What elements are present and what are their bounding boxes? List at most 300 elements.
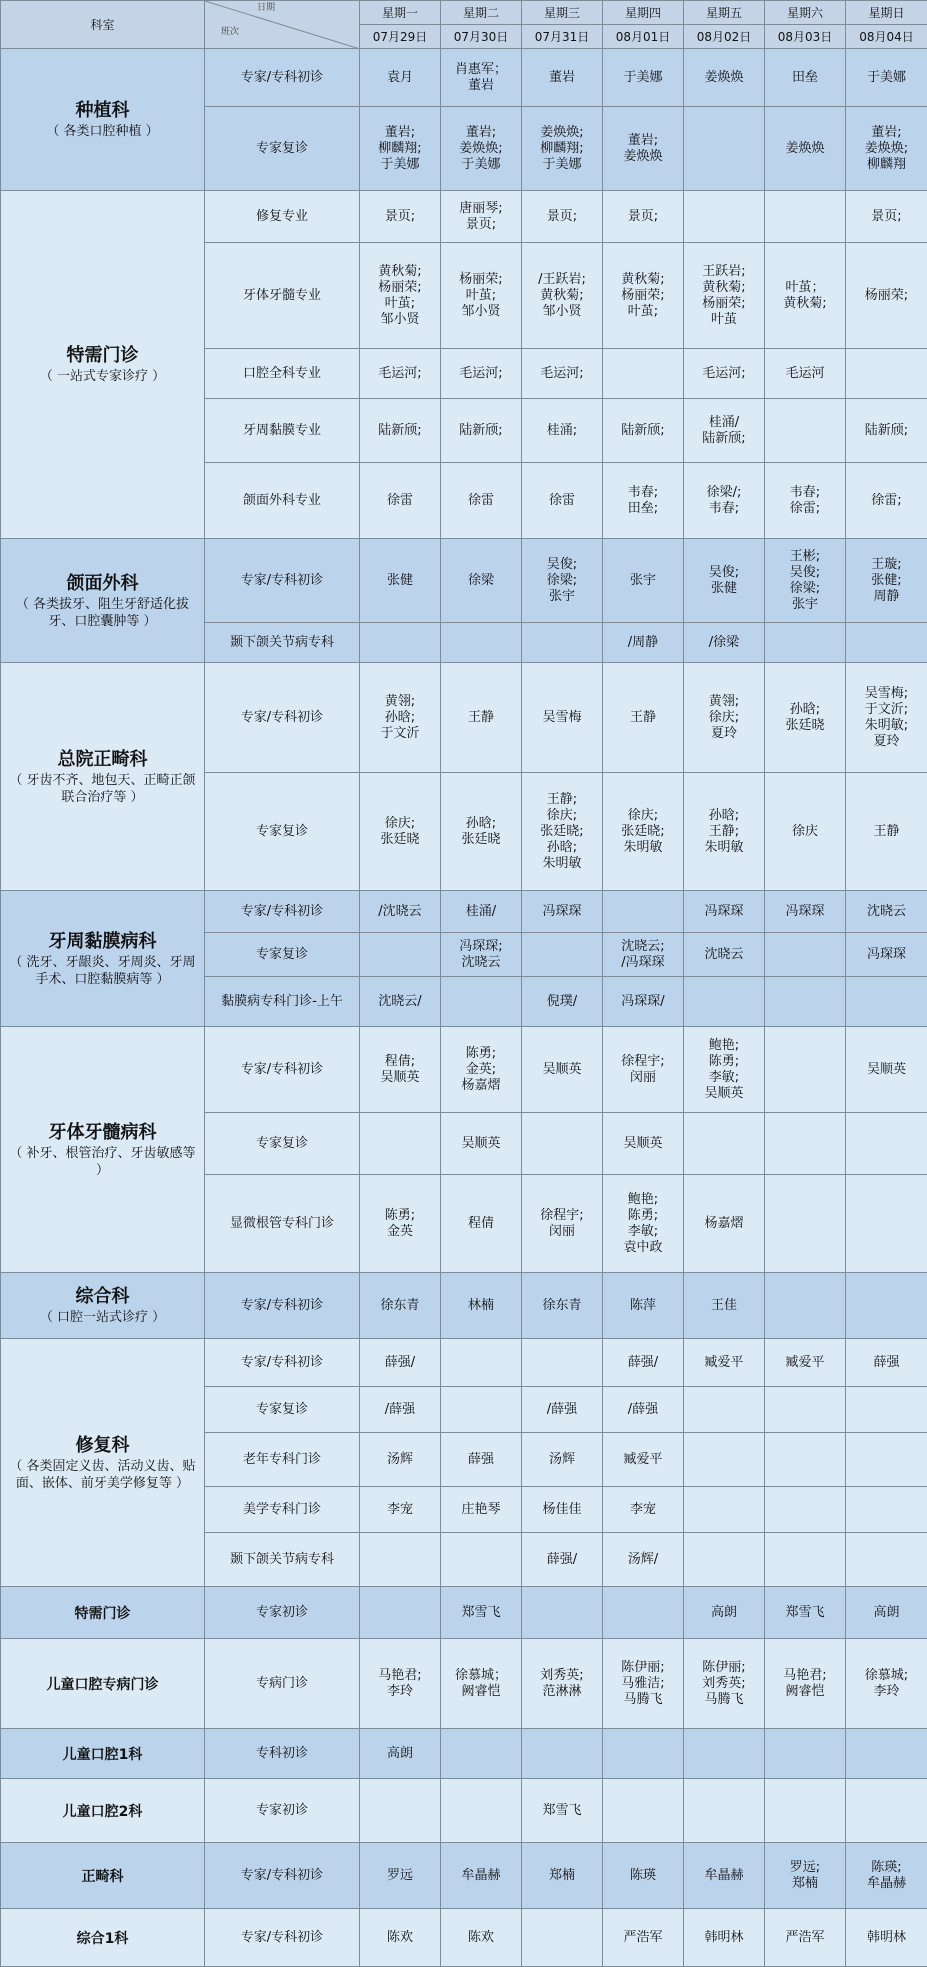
doctor-cell: 刘秀英; 范淋淋 — [522, 1639, 603, 1729]
schedule-row — [1, 1843, 927, 1909]
doctor-cell: 徐程宇; 闵丽 — [603, 1027, 684, 1113]
doctor-cell — [765, 1273, 846, 1339]
schedule-row — [1, 1779, 927, 1843]
doctor-cell: 徐雷; — [846, 463, 927, 539]
doctor-cell: 薛强/ — [522, 1533, 603, 1587]
doctor-cell — [765, 1027, 846, 1113]
department-name: 综合科 — [3, 1285, 202, 1309]
doctor-cell: 鲍艳; 陈勇; 李敏; 袁中政 — [603, 1175, 684, 1273]
doctor-cell: 黄秋菊; 杨丽荣; 叶茧; 邹小贤 — [360, 243, 441, 349]
department-cell — [1, 49, 205, 191]
weekday-header: 星期日 — [846, 1, 927, 25]
department-subtitle: （ 补牙、根管治疗、牙齿敏感等 ） — [3, 1145, 202, 1179]
doctor-cell — [522, 1113, 603, 1175]
doctor-cell: 徐雷 — [360, 463, 441, 539]
clinic-type-cell: 老年专科门诊 — [205, 1433, 360, 1487]
doctor-cell: 董岩; 姜焕焕; 柳麟翔 — [846, 107, 927, 191]
doctor-cell: 王静 — [846, 773, 927, 891]
doctor-cell: 薛强 — [846, 1339, 927, 1387]
doctor-cell — [684, 1113, 765, 1175]
doctor-cell — [765, 399, 846, 463]
department-name: 牙周黏膜病科 — [3, 930, 202, 954]
schedule-row — [1, 1027, 927, 1113]
doctor-cell — [846, 1487, 927, 1533]
doctor-cell: 臧爱平 — [684, 1339, 765, 1387]
clinic-type-cell: 专家/专科初诊 — [205, 1909, 360, 1967]
doctor-cell — [846, 1113, 927, 1175]
doctor-cell: 韩明林 — [684, 1909, 765, 1967]
doctor-cell — [522, 1339, 603, 1387]
doctor-cell: 吴俊; 徐梁; 张宇 — [522, 539, 603, 623]
doctor-cell — [684, 107, 765, 191]
doctor-cell: 董岩; 柳麟翔; 于美娜 — [360, 107, 441, 191]
doctor-cell: 高朗 — [684, 1587, 765, 1639]
doctor-cell — [846, 1387, 927, 1433]
clinic-type-cell: 专家/专科初诊 — [205, 1027, 360, 1113]
doctor-cell: /王跃岩; 黄秋菊; 邹小贤 — [522, 243, 603, 349]
doctor-cell — [360, 933, 441, 977]
doctor-cell: 袁月 — [360, 49, 441, 107]
doctor-cell: 王彬; 吴俊; 徐梁; 张宇 — [765, 539, 846, 623]
doctor-cell: 田垒 — [765, 49, 846, 107]
doctor-cell: 陈萍 — [603, 1273, 684, 1339]
doctor-cell: 薛强 — [441, 1433, 522, 1487]
schedule-row — [1, 663, 927, 773]
clinic-type-cell: 牙周黏膜专业 — [205, 399, 360, 463]
doctor-cell: 黄秋菊; 杨丽荣; 叶茧; — [603, 243, 684, 349]
department-cell — [1, 1729, 205, 1779]
doctor-cell: 徐程宇; 闵丽 — [522, 1175, 603, 1273]
doctor-cell — [765, 1729, 846, 1779]
doctor-cell — [846, 1729, 927, 1779]
clinic-type-cell: 专家复诊 — [205, 933, 360, 977]
doctor-cell: 吴顺英 — [522, 1027, 603, 1113]
department-subtitle: （ 洗牙、牙龈炎、牙周炎、牙周手术、口腔黏膜病等 ） — [3, 954, 202, 988]
doctor-cell: 桂涌; — [522, 399, 603, 463]
clinic-type-cell: 专家/专科初诊 — [205, 891, 360, 933]
doctor-cell: 陈瑛 — [603, 1843, 684, 1909]
doctor-cell — [846, 1273, 927, 1339]
schedule-row — [1, 1729, 927, 1779]
doctor-cell: 郑雪飞 — [441, 1587, 522, 1639]
doctor-cell — [360, 1533, 441, 1587]
doctor-cell: 林楠 — [441, 1273, 522, 1339]
doctor-cell: 陈瑛; 牟瞐赫 — [846, 1843, 927, 1909]
date-header: 08月04日 — [846, 25, 927, 49]
doctor-cell: /徐梁 — [684, 623, 765, 663]
department-cell — [1, 663, 205, 891]
doctor-cell: 冯琛琛/ — [603, 977, 684, 1027]
weekday-header: 星期一 — [360, 1, 441, 25]
department-cell — [1, 891, 205, 1027]
doctor-cell — [846, 977, 927, 1027]
doctor-cell: 郑楠 — [522, 1843, 603, 1909]
doctor-cell — [522, 1729, 603, 1779]
doctor-cell: 陆新颀; — [360, 399, 441, 463]
doctor-cell: 陈伊丽; 马雅洁; 马腾飞 — [603, 1639, 684, 1729]
doctor-cell — [603, 891, 684, 933]
doctor-cell: 吴俊; 张健 — [684, 539, 765, 623]
doctor-cell — [846, 623, 927, 663]
clinic-type-cell: 颌面外科专业 — [205, 463, 360, 539]
department-cell — [1, 1273, 205, 1339]
clinic-type-cell: 专家复诊 — [205, 107, 360, 191]
clinic-type-cell: 美学专科门诊 — [205, 1487, 360, 1533]
clinic-type-cell: 牙体牙髓专业 — [205, 243, 360, 349]
doctor-cell — [522, 933, 603, 977]
doctor-cell: 陈欢 — [360, 1909, 441, 1967]
doctor-cell — [684, 1487, 765, 1533]
doctor-cell: 王璇; 张健; 周静 — [846, 539, 927, 623]
doctor-cell: 杨丽荣; — [846, 243, 927, 349]
doctor-cell: 景页; — [522, 191, 603, 243]
doctor-cell: 高朗 — [846, 1587, 927, 1639]
doctor-cell — [522, 1909, 603, 1967]
doctor-cell — [603, 1587, 684, 1639]
clinic-type-cell: 专家/专科初诊 — [205, 539, 360, 623]
doctor-cell — [360, 1779, 441, 1843]
doctor-cell: 冯琛琛 — [765, 891, 846, 933]
doctor-cell — [360, 623, 441, 663]
doctor-cell — [603, 1779, 684, 1843]
doctor-cell: 陈勇; 金英; 杨嘉熠 — [441, 1027, 522, 1113]
doctor-cell: 桂涌/ — [441, 891, 522, 933]
doctor-cell: 沈晓云; /冯琛琛 — [603, 933, 684, 977]
doctor-cell: 徐雷 — [522, 463, 603, 539]
doctor-cell: /薛强 — [360, 1387, 441, 1433]
doctor-cell: 鲍艳; 陈勇; 李敏; 吴顺英 — [684, 1027, 765, 1113]
doctor-cell — [765, 623, 846, 663]
doctor-cell: 董岩; 姜焕焕; 于美娜 — [441, 107, 522, 191]
department-name: 儿童口腔专病门诊 — [3, 1674, 202, 1694]
doctor-cell: 杨嘉熠 — [684, 1175, 765, 1273]
clinic-type-cell: 黏膜病专科门诊-上午 — [205, 977, 360, 1027]
doctor-cell: 臧爱平 — [765, 1339, 846, 1387]
doctor-cell: 景页; — [360, 191, 441, 243]
clinic-type-cell: 口腔全科专业 — [205, 349, 360, 399]
doctor-cell: 徐东青 — [522, 1273, 603, 1339]
clinic-type-cell: 专家/专科初诊 — [205, 663, 360, 773]
doctor-cell — [522, 1587, 603, 1639]
doctor-cell: 程倩 — [441, 1175, 522, 1273]
doctor-cell: 王佳 — [684, 1273, 765, 1339]
department-cell — [1, 1027, 205, 1273]
doctor-cell: 程倩; 吴顺英 — [360, 1027, 441, 1113]
schedule-body — [1, 49, 927, 1967]
doctor-cell: 高朗 — [360, 1729, 441, 1779]
doctor-cell: 徐庆; 张廷晓; 朱明敏 — [603, 773, 684, 891]
department-name: 正畸科 — [3, 1866, 202, 1886]
doctor-cell: /周静 — [603, 623, 684, 663]
doctor-cell: 王静 — [603, 663, 684, 773]
doctor-cell: 陆新颀; — [441, 399, 522, 463]
doctor-cell: 董岩; 姜焕焕 — [603, 107, 684, 191]
doctor-cell: 孙晗; 张廷晓 — [441, 773, 522, 891]
doctor-cell: 张宇 — [603, 539, 684, 623]
doctor-cell — [441, 977, 522, 1027]
clinic-type-cell: 专家复诊 — [205, 1113, 360, 1175]
schedule-row — [1, 539, 927, 623]
doctor-cell: 徐梁/; 韦春; — [684, 463, 765, 539]
weekday-header: 星期六 — [765, 1, 846, 25]
doctor-cell: 董岩 — [522, 49, 603, 107]
doctor-cell: 吴雪梅 — [522, 663, 603, 773]
doctor-cell — [765, 977, 846, 1027]
weekday-header: 星期五 — [684, 1, 765, 25]
weekday-header: 星期二 — [441, 1, 522, 25]
schedule-row — [1, 1273, 927, 1339]
clinic-type-cell: 专家/专科初诊 — [205, 1339, 360, 1387]
department-name: 种植科 — [3, 99, 202, 123]
doctor-cell: 陆新颀; — [603, 399, 684, 463]
doctor-cell — [765, 1387, 846, 1433]
schedule-row — [1, 1909, 927, 1967]
department-subtitle: （ 各类拔牙、阻生牙舒适化拔牙、口腔囊肿等 ） — [3, 596, 202, 630]
doctor-cell — [684, 1387, 765, 1433]
doctor-cell — [846, 1175, 927, 1273]
doctor-cell: 罗远; 郑楠 — [765, 1843, 846, 1909]
schedule-row — [1, 1639, 927, 1729]
department-subtitle: （ 口腔一站式诊疗 ） — [3, 1309, 202, 1326]
doctor-cell — [684, 1533, 765, 1587]
doctor-cell: 姜焕焕 — [765, 107, 846, 191]
department-subtitle: （ 一站式专家诊疗 ） — [3, 368, 202, 385]
doctor-cell: 徐庆 — [765, 773, 846, 891]
doctor-cell: 李宠 — [603, 1487, 684, 1533]
doctor-cell — [522, 623, 603, 663]
clinic-type-cell: 专家/专科初诊 — [205, 49, 360, 107]
doctor-cell — [846, 349, 927, 399]
schedule-row — [1, 1339, 927, 1387]
doctor-cell: 姜焕焕; 柳麟翔; 于美娜 — [522, 107, 603, 191]
doctor-cell — [441, 623, 522, 663]
doctor-cell: 毛运河; — [441, 349, 522, 399]
clinic-type-cell: 专科初诊 — [205, 1729, 360, 1779]
weekday-header: 星期四 — [603, 1, 684, 25]
schedule-row — [1, 49, 927, 107]
weekday-header: 星期三 — [522, 1, 603, 25]
clinic-type-cell: 专家复诊 — [205, 1387, 360, 1433]
doctor-cell: 徐东青 — [360, 1273, 441, 1339]
doctor-cell: 马艳君; 李玲 — [360, 1639, 441, 1729]
department-cell — [1, 539, 205, 663]
doctor-cell: 沈晓云 — [846, 891, 927, 933]
doctor-cell — [684, 191, 765, 243]
doctor-cell — [684, 977, 765, 1027]
doctor-cell: 李宠 — [360, 1487, 441, 1533]
doctor-cell: 唐丽琴; 景页; — [441, 191, 522, 243]
doctor-cell: 王静 — [441, 663, 522, 773]
doctor-cell: 孙晗; 王静; 朱明敏 — [684, 773, 765, 891]
doctor-cell: 毛运河; — [360, 349, 441, 399]
doctor-cell: 王静; 徐庆; 张廷晓; 孙晗; 朱明敏 — [522, 773, 603, 891]
doctor-cell: 徐慕城; 李玲 — [846, 1639, 927, 1729]
doctor-cell: 汤辉 — [522, 1433, 603, 1487]
doctor-cell: 倪璞/ — [522, 977, 603, 1027]
doctor-cell: 韦春; 徐雷; — [765, 463, 846, 539]
department-name: 特需门诊 — [3, 344, 202, 368]
doctor-cell — [765, 1433, 846, 1487]
clinic-type-cell: 显微根管专科门诊 — [205, 1175, 360, 1273]
doctor-cell: 桂涌/ 陆新颀; — [684, 399, 765, 463]
doctor-cell — [441, 1387, 522, 1433]
clinic-type-cell: 颞下颌关节病专科 — [205, 1533, 360, 1587]
date-header: 08月03日 — [765, 25, 846, 49]
doctor-cell: 毛运河; — [684, 349, 765, 399]
doctor-cell: 肖惠军； 董岩 — [441, 49, 522, 107]
doctor-cell: 严浩军 — [765, 1909, 846, 1967]
doctor-cell — [603, 349, 684, 399]
doctor-cell: 马艳君; 阙睿恺 — [765, 1639, 846, 1729]
doctor-cell: 景页; — [846, 191, 927, 243]
doctor-cell: 杨佳佳 — [522, 1487, 603, 1533]
doctor-cell — [765, 933, 846, 977]
doctor-cell: 孙晗; 张廷晓 — [765, 663, 846, 773]
doctor-cell: 沈晓云 — [684, 933, 765, 977]
doctor-cell: 牟瞐赫 — [441, 1843, 522, 1909]
department-name: 颌面外科 — [3, 572, 202, 596]
doctor-cell — [846, 1779, 927, 1843]
doctor-cell: 冯琛琛; 沈晓云 — [441, 933, 522, 977]
doctor-cell: 徐梁 — [441, 539, 522, 623]
doctor-cell: 陈伊丽; 刘秀英; 马腾飞 — [684, 1639, 765, 1729]
doctor-cell: 郑雪飞 — [522, 1779, 603, 1843]
doctor-cell: 景页; — [603, 191, 684, 243]
doctor-cell: /沈晓云 — [360, 891, 441, 933]
doctor-cell — [765, 1487, 846, 1533]
department-cell — [1, 1843, 205, 1909]
doctor-cell: 黄翎; 徐庆; 夏玲 — [684, 663, 765, 773]
department-subtitle: （ 各类固定义齿、活动义齿、贴面、嵌体、前牙美学修复等 ） — [3, 1458, 202, 1492]
doctor-cell: 于美娜 — [846, 49, 927, 107]
doctor-cell: 徐慕城； 阙睿恺 — [441, 1639, 522, 1729]
doctor-cell: 汤辉 — [360, 1433, 441, 1487]
department-name: 综合1科 — [3, 1928, 202, 1948]
doctor-cell: 徐庆; 张廷晓 — [360, 773, 441, 891]
doctor-cell — [684, 1729, 765, 1779]
doctor-cell: /薛强 — [522, 1387, 603, 1433]
doctor-cell: 叶茧； 黄秋菊; — [765, 243, 846, 349]
doctor-cell: 黄翎; 孙晗; 于文沂 — [360, 663, 441, 773]
clinic-type-cell: 专家初诊 — [205, 1779, 360, 1843]
doctor-cell: 吴顺英 — [846, 1027, 927, 1113]
department-cell — [1, 1587, 205, 1639]
clinic-type-cell: 专家初诊 — [205, 1587, 360, 1639]
doctor-cell: 薛强/ — [360, 1339, 441, 1387]
clinic-type-cell: 专家/专科初诊 — [205, 1273, 360, 1339]
dept-column-header: 科室 — [1, 1, 205, 49]
doctor-cell — [360, 1113, 441, 1175]
doctor-cell — [765, 1113, 846, 1175]
doctor-cell — [441, 1729, 522, 1779]
department-name: 修复科 — [3, 1434, 202, 1458]
doctor-cell: 张健 — [360, 539, 441, 623]
clinic-type-cell: 修复专业 — [205, 191, 360, 243]
department-cell — [1, 1639, 205, 1729]
doctor-cell: 郑雪飞 — [765, 1587, 846, 1639]
doctor-cell — [765, 1779, 846, 1843]
doctor-cell: 毛运河; — [522, 349, 603, 399]
doctor-cell: 韩明林 — [846, 1909, 927, 1967]
department-cell — [1, 1339, 205, 1587]
doctor-cell — [360, 1587, 441, 1639]
date-header: 08月02日 — [684, 25, 765, 49]
doctor-cell: 罗远 — [360, 1843, 441, 1909]
department-name: 特需门诊 — [3, 1603, 202, 1623]
doctor-cell: 冯琛琛 — [522, 891, 603, 933]
doctor-cell — [846, 1433, 927, 1487]
department-name: 儿童口腔1科 — [3, 1744, 202, 1764]
doctor-cell — [846, 1533, 927, 1587]
department-cell — [1, 1779, 205, 1843]
doctor-cell: 臧爱平 — [603, 1433, 684, 1487]
department-name: 总院正畸科 — [3, 748, 202, 772]
doctor-cell: 薛强/ — [603, 1339, 684, 1387]
doctor-cell — [684, 1779, 765, 1843]
department-name: 儿童口腔2科 — [3, 1801, 202, 1821]
doctor-cell: 严浩军 — [603, 1909, 684, 1967]
schedule-row — [1, 191, 927, 243]
doctor-cell: 于美娜 — [603, 49, 684, 107]
doctor-cell — [684, 1433, 765, 1487]
doctor-cell: 庄艳琴 — [441, 1487, 522, 1533]
doctor-cell: 陈勇; 金英 — [360, 1175, 441, 1273]
doctor-cell: 陆新颀; — [846, 399, 927, 463]
department-subtitle: （ 牙齿不齐、地包天、正畸正颌联合治疗等 ） — [3, 772, 202, 806]
date-header: 07月29日 — [360, 25, 441, 49]
doctor-cell: 毛运河 — [765, 349, 846, 399]
schedule-row — [1, 1587, 927, 1639]
doctor-cell: 陈欢 — [441, 1909, 522, 1967]
doctor-cell — [441, 1779, 522, 1843]
doctor-cell: /薛强 — [603, 1387, 684, 1433]
department-cell — [1, 1909, 205, 1967]
doctor-cell: 姜焕焕 — [684, 49, 765, 107]
clinic-type-cell: 专病门诊 — [205, 1639, 360, 1729]
doctor-cell: 吴顺英 — [441, 1113, 522, 1175]
doctor-cell: 韦春; 田垒; — [603, 463, 684, 539]
doctor-cell — [603, 1729, 684, 1779]
doctor-cell: 王跃岩; 黄秋菊; 杨丽荣; 叶茧 — [684, 243, 765, 349]
doctor-cell: 牟瞐赫 — [684, 1843, 765, 1909]
doctor-cell — [441, 1533, 522, 1587]
doctor-cell: 徐雷 — [441, 463, 522, 539]
date-corner-label: 日期 — [257, 1, 275, 15]
doctor-cell — [765, 191, 846, 243]
date-type-corner-header — [205, 1, 360, 49]
department-cell — [1, 191, 205, 539]
doctor-cell: 汤辉/ — [603, 1533, 684, 1587]
department-name: 牙体牙髓病科 — [3, 1121, 202, 1145]
clinic-type-cell: 颞下颌关节病专科 — [205, 623, 360, 663]
clinic-type-cell: 专家复诊 — [205, 773, 360, 891]
clinic-type-cell: 专家/专科初诊 — [205, 1843, 360, 1909]
doctor-cell — [765, 1533, 846, 1587]
date-header: 07月31日 — [522, 25, 603, 49]
doctor-cell — [765, 1175, 846, 1273]
department-subtitle: （ 各类口腔种植 ） — [3, 123, 202, 140]
date-header: 08月01日 — [603, 25, 684, 49]
doctor-cell — [441, 1339, 522, 1387]
schedule-row — [1, 891, 927, 933]
doctor-cell: 冯琛琛 — [846, 933, 927, 977]
type-corner-label: 班次 — [221, 25, 239, 39]
doctor-cell: 吴顺英 — [603, 1113, 684, 1175]
doctor-cell: 吴雪梅; 于文沂; 朱明敏; 夏玲 — [846, 663, 927, 773]
doctor-cell: 沈晓云/ — [360, 977, 441, 1027]
date-header: 07月30日 — [441, 25, 522, 49]
doctor-cell: 冯琛琛 — [684, 891, 765, 933]
